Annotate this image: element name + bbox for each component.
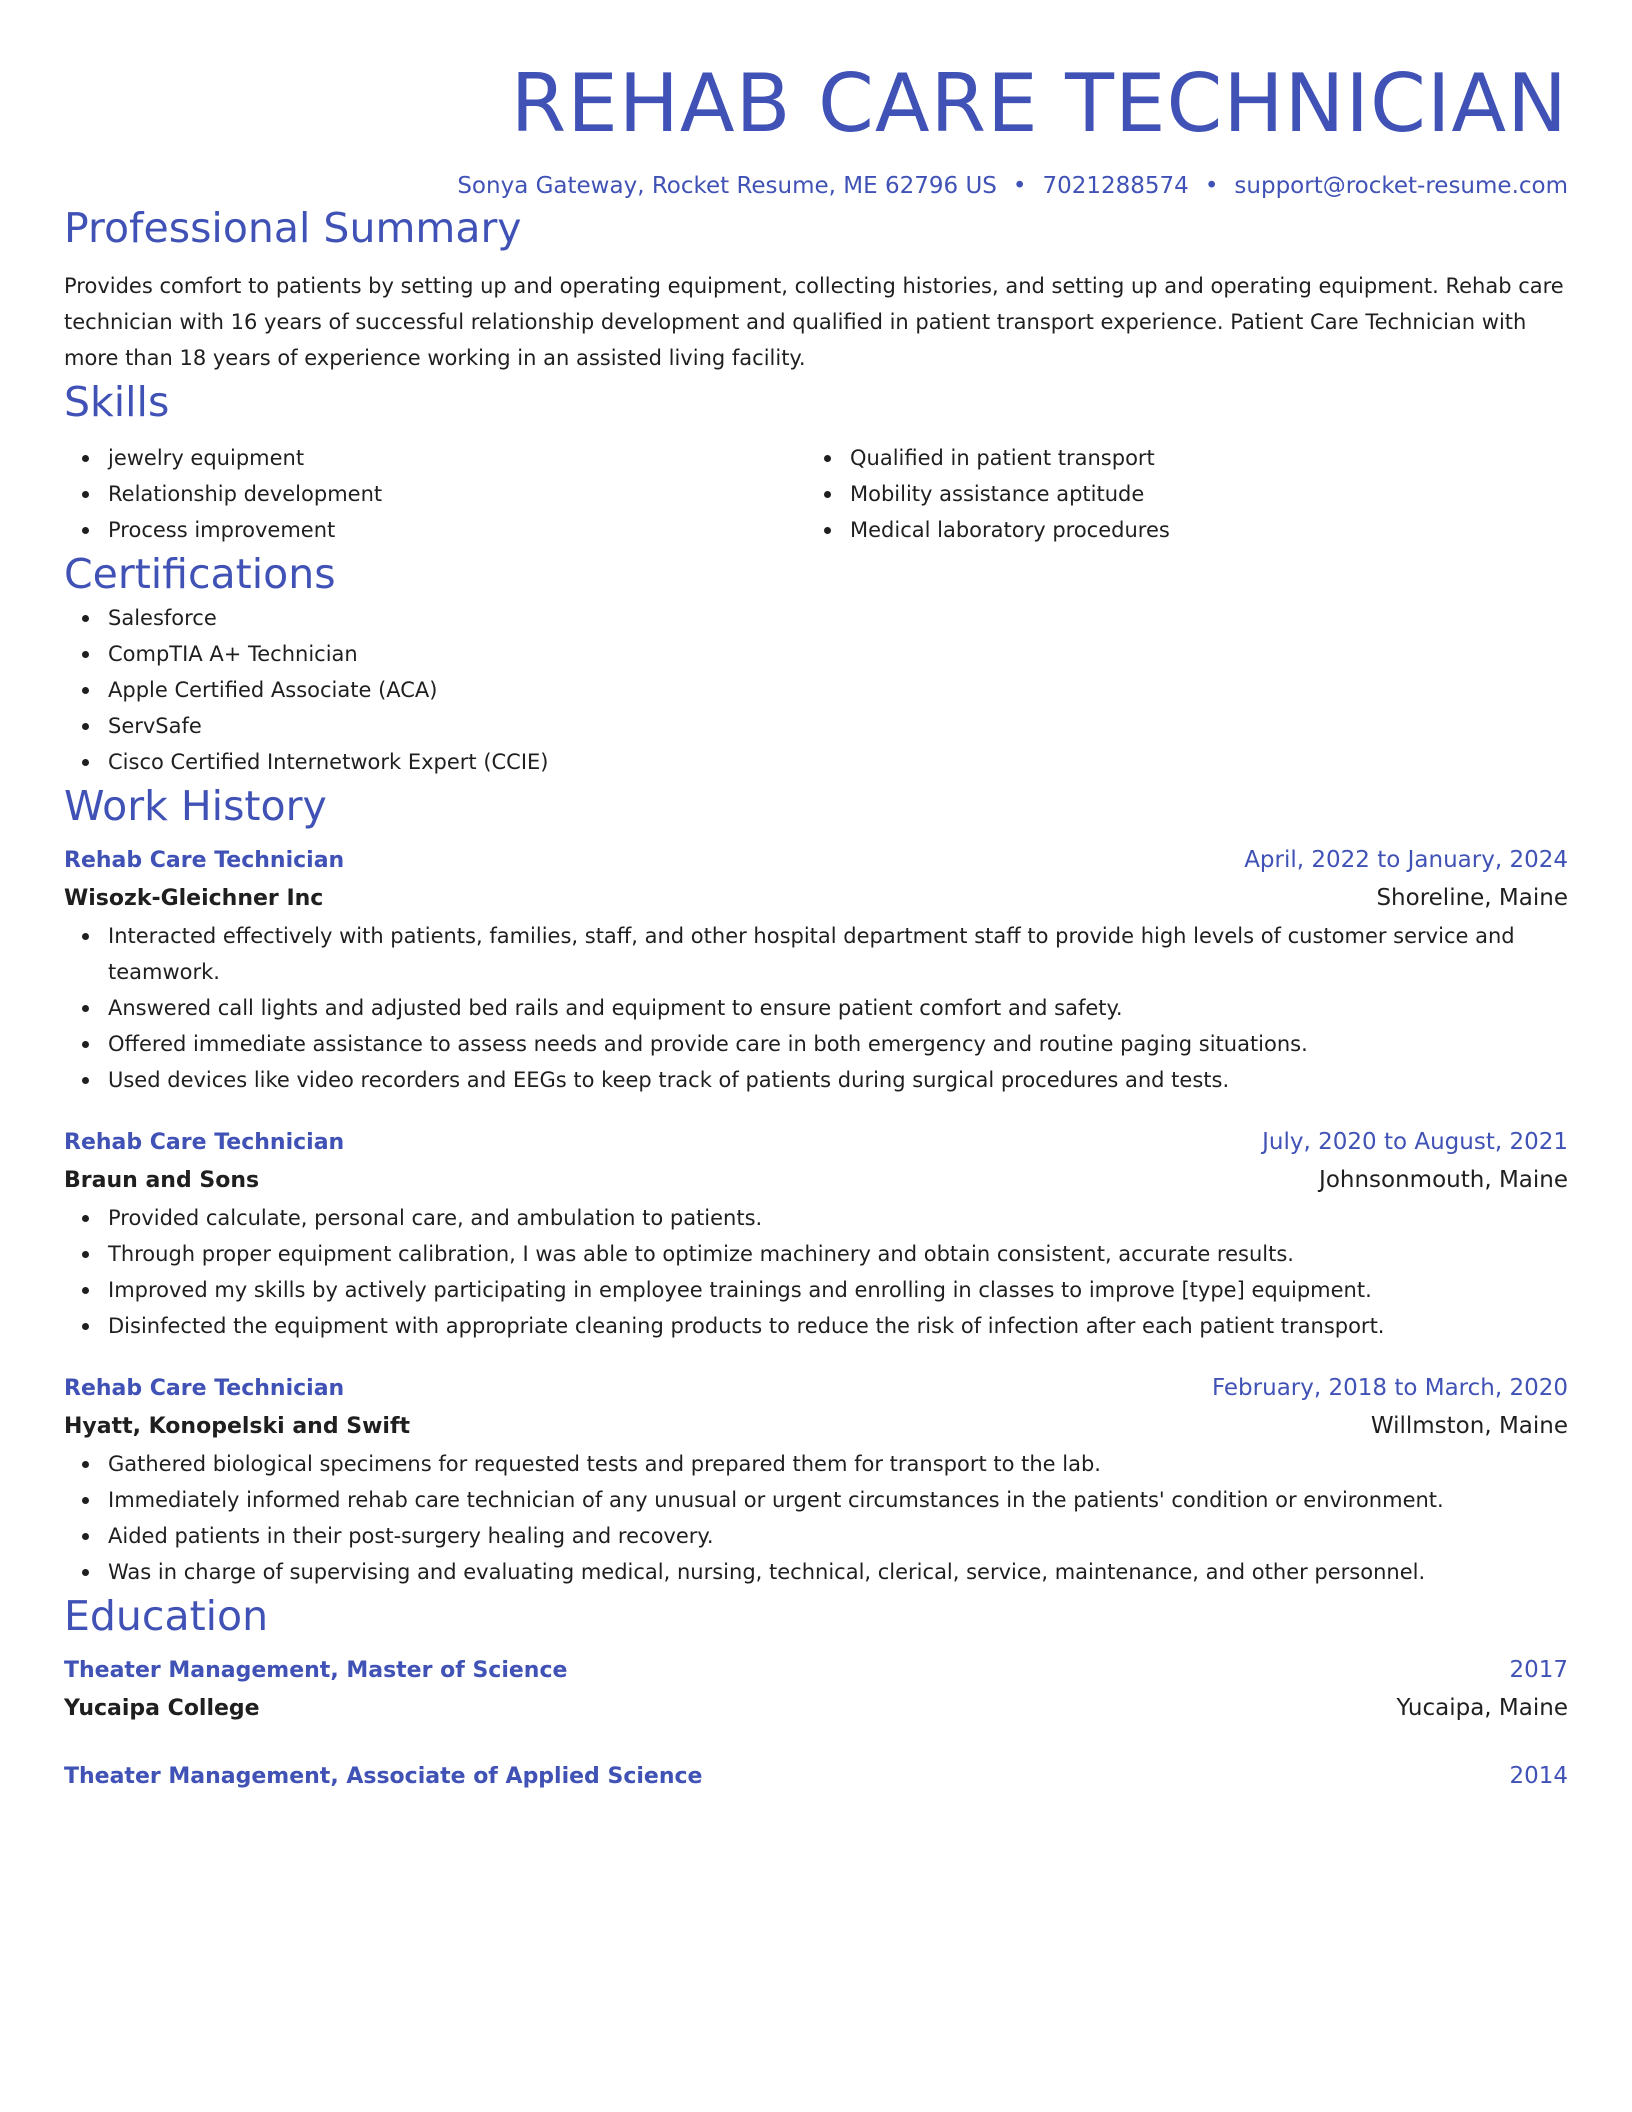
job-location: Johnsonmouth, Maine [1319,1167,1568,1193]
job-duties-list [64,1446,1568,1590]
education-degree: Theater Management, Associate of Applied Science [64,1764,703,1789]
certifications-list [64,600,1568,780]
job-duty: Offered immediate assistance to assess needs and provide care in both emergency and routine paging situations. [108,1026,1568,1062]
job-entry [64,1370,1568,1590]
job-employer-row [64,1407,1568,1446]
education-location: Yucaipa, Maine [1396,1695,1568,1721]
skills-column-right [806,440,1548,548]
job-duty: Improved my skills by actively participating in employee trainings and enrolling in classes to improve [type] equipment. [108,1272,1568,1308]
job-company: Wisozk-Gleichner Inc [64,886,324,911]
job-duty: Interacted effectively with patients, families, staff, and other hospital department staff to provide high levels of customer service and teamwork. [108,918,1568,990]
contact-line [64,170,1568,202]
skills-grid [64,440,1568,548]
summary-heading: Professional Summary [64,204,522,252]
job-title: Rehab Care Technician [64,1130,345,1155]
job-duties-list [64,918,1568,1098]
job-entry [64,1124,1568,1344]
skill-item: Process improvement [108,512,806,548]
job-employer-row [64,879,1568,918]
job-location: Willmston, Maine [1370,1413,1568,1439]
contact-phone: 7021288574 [1042,173,1189,199]
education-degree: Theater Management, Master of Science [64,1658,568,1683]
work-history-heading: Work History [64,782,327,830]
job-header-row [64,1370,1568,1407]
job-duty: Disinfected the equipment with appropriate cleaning products to reduce the risk of infection after each patient transport. [108,1308,1568,1344]
education-entry [64,1652,1568,1728]
skill-item: Qualified in patient transport [850,440,1548,476]
job-duty: Answered call lights and adjusted bed rails and equipment to ensure patient comfort and safety. [108,990,1568,1026]
certification-item: Apple Certified Associate (ACA) [108,672,1568,708]
skill-item: Medical laboratory procedures [850,512,1548,548]
skill-item: jewelry equipment [108,440,806,476]
job-employer-row [64,1161,1568,1200]
certification-item: Salesforce [108,600,1568,636]
skills-heading: Skills [64,378,170,426]
job-dates: April, 2022 to January, 2024 [1244,847,1568,873]
certifications-heading: Certifications [64,550,336,598]
contact-separator: • [1012,173,1027,199]
job-header-row [64,1124,1568,1161]
contact-email: support@rocket-resume.com [1234,173,1568,199]
job-dates: February, 2018 to March, 2020 [1211,1375,1568,1401]
job-company: Hyatt, Konopelski and Swift [64,1414,411,1439]
skill-item: Mobility assistance aptitude [850,476,1548,512]
certification-item: Cisco Certified Internetwork Expert (CCIE) [108,744,1568,780]
education-heading: Education [64,1592,269,1640]
education-header-row [64,1758,1568,1795]
job-title: Rehab Care Technician [64,848,345,873]
certification-item: CompTIA A+ Technician [108,636,1568,672]
job-duty: Through proper equipment calibration, I was able to optimize machinery and obtain consistent, accurate results. [108,1236,1568,1272]
job-duty: Used devices like video recorders and EEGs to keep track of patients during surgical procedures and tests. [108,1062,1568,1098]
skills-list-right [806,440,1548,548]
job-duty: Gathered biological specimens for requested tests and prepared them for transport to the lab. [108,1446,1568,1482]
education-school: Yucaipa College [64,1696,260,1721]
education-year: 2017 [1509,1657,1568,1683]
job-duty: Aided patients in their post-surgery healing and recovery. [108,1518,1568,1554]
job-duty: Provided calculate, personal care, and ambulation to patients. [108,1200,1568,1236]
job-duty: Was in charge of supervising and evaluating medical, nursing, technical, clerical, service, maintenance, and other personnel. [108,1554,1568,1590]
education-header-row [64,1652,1568,1689]
education-school-row [64,1689,1568,1728]
job-company: Braun and Sons [64,1168,260,1193]
skills-column-left [64,440,806,548]
job-duty: Immediately informed rehab care technician of any unusual or urgent circumstances in the patients' condition or environment. [108,1482,1568,1518]
job-entry [64,842,1568,1098]
skills-list-left [64,440,806,548]
job-title: Rehab Care Technician [64,1376,345,1401]
education-year: 2014 [1509,1763,1568,1789]
certification-item: ServSafe [108,708,1568,744]
education-entry [64,1758,1568,1795]
job-duties-list [64,1200,1568,1344]
summary-text: Provides comfort to patients by setting up and operating equipment, collecting histories, and setting up and operating equipment. Rehab care technician with 16 years of successful relationship development and qualified in patient transport experience. Patient Care Technician with more than 18 years of experience working in an assisted living facility. [64,274,1564,370]
job-header-row [64,842,1568,879]
skill-item: Relationship development [108,476,806,512]
job-dates: July, 2020 to August, 2021 [1262,1129,1568,1155]
contact-separator: • [1204,173,1219,199]
candidate-name: REHAB CARE TECHNICIAN [510,57,1568,150]
job-location: Shoreline, Maine [1376,885,1568,911]
contact-address: Sonya Gateway, Rocket Resume, ME 62796 US [457,173,997,199]
